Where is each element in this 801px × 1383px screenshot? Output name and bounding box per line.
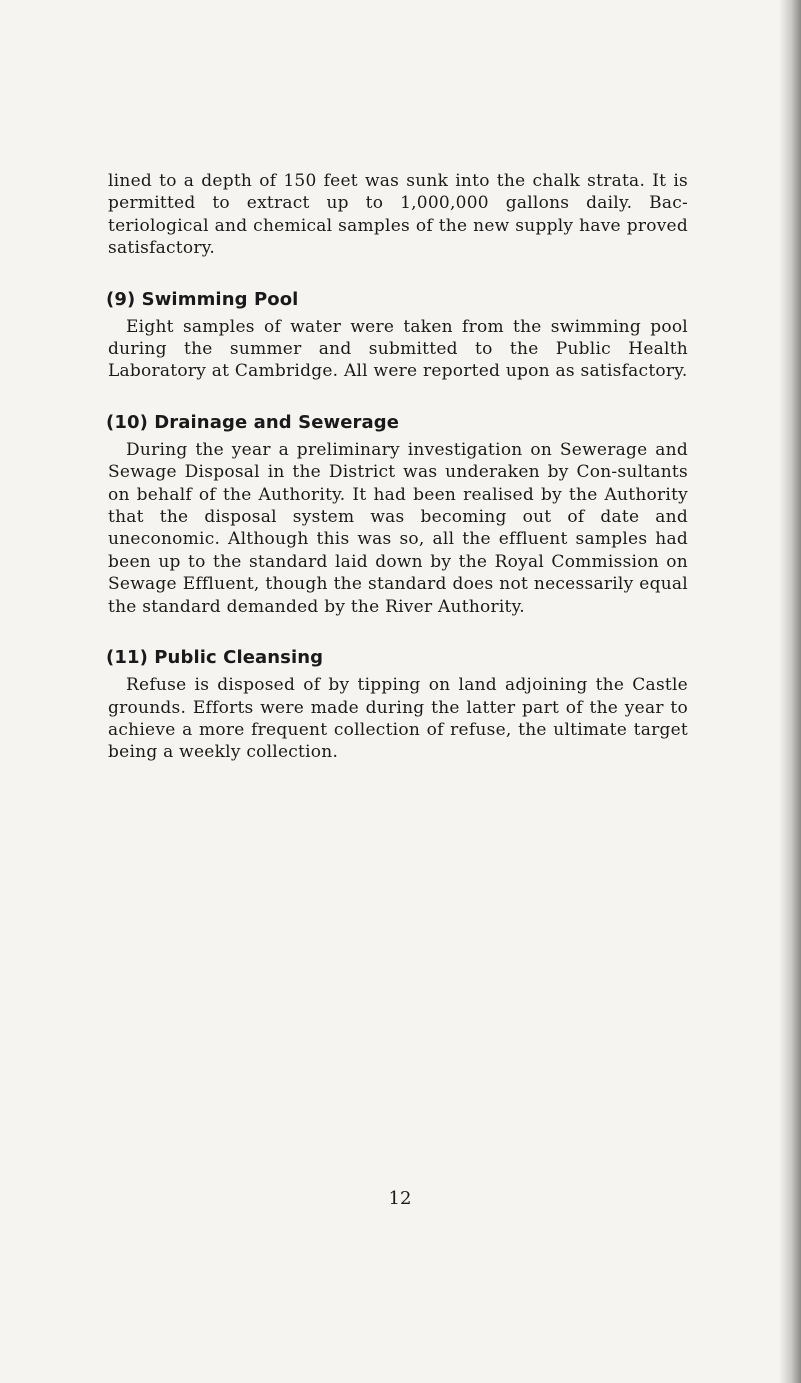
intro-paragraph: lined to a depth of 150 feet was sunk into the chalk strata. It is permitted to extract up to 1,000,000 gallons daily. Bac-teriological and chemical samples of the new supply have proved satisfactory. — [108, 171, 688, 259]
section-public-cleansing — [108, 646, 688, 764]
section-swimming-pool — [108, 288, 688, 383]
page-content — [108, 170, 688, 764]
page-edge-shadow — [779, 0, 801, 1383]
section-body: During the year a preliminary investigation on Sewerage and Sewage Disposal in the District was underaken by Con-sultants on behalf of the Authority. It had been realised by the Authority that the disposal system was becoming out of date and uneconomic. Although this was so, all the effluent samples had been up to the standard laid down by the Royal Commission on Sewage Effluent, though the standard does not necessarily equal the standard demanded by the River Authority. — [108, 439, 688, 617]
section-heading: (10) Drainage and Sewerage — [106, 411, 400, 433]
section-heading: (9) Swimming Pool — [106, 288, 299, 310]
section-drainage-sewerage — [108, 411, 688, 618]
section-body: Eight samples of water were taken from the swimming pool during the summer and submitted to the Public Health Laboratory at Cambridge. All were reported upon as satisfactory. — [108, 316, 688, 382]
section-heading: (11) Public Cleansing — [106, 647, 324, 669]
page-number: 12 — [388, 1188, 412, 1209]
section-body: Refuse is disposed of by tipping on land adjoining the Castle grounds. Efforts were made during the latter part of the year to achieve a more frequent collection of refuse, the ultimate target being a weekly collection. — [108, 675, 688, 763]
